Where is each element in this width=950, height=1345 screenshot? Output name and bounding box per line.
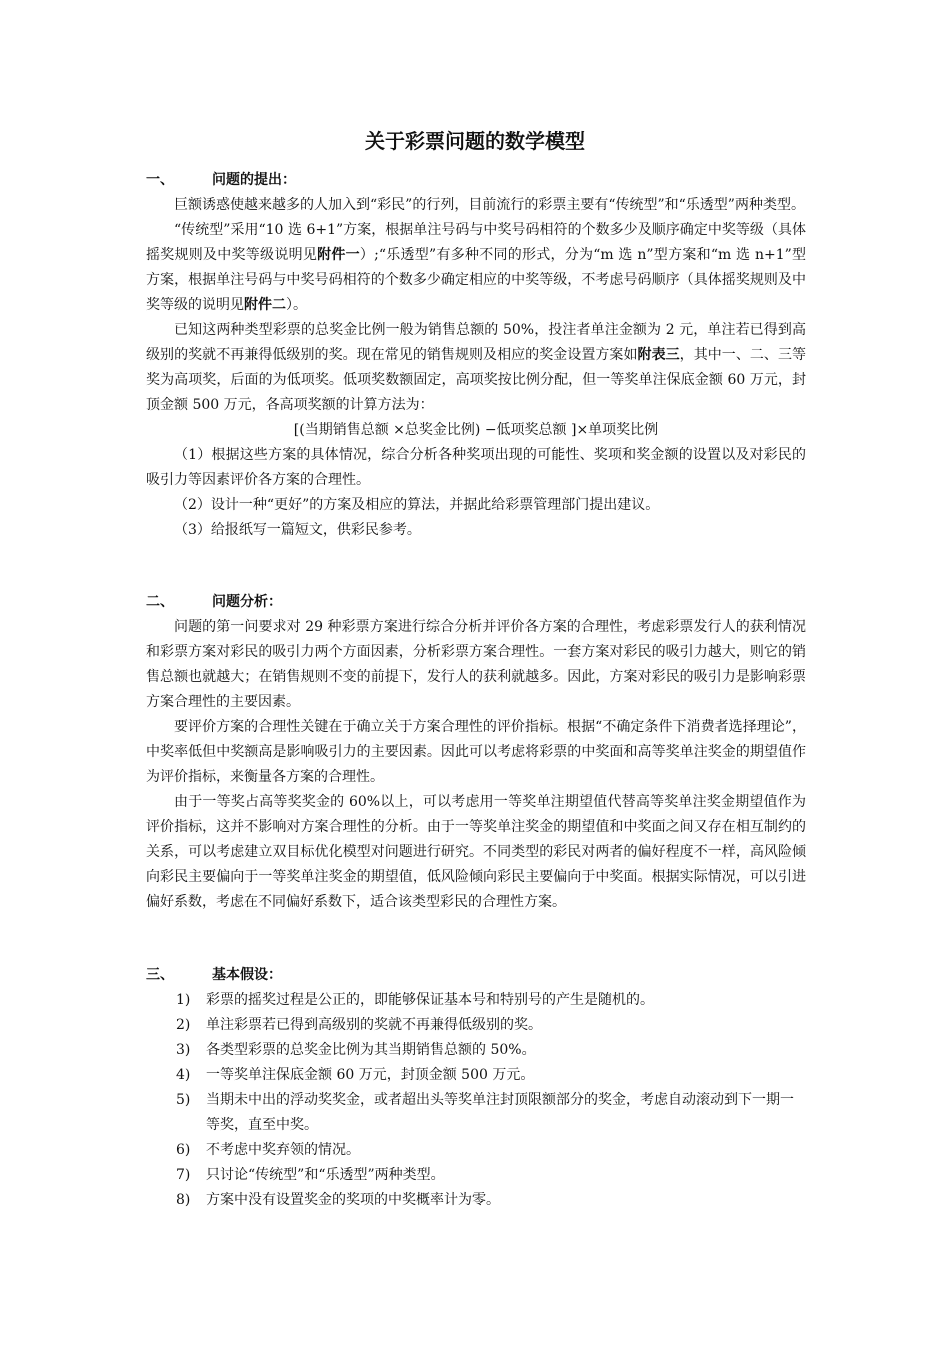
item-text: 不考虑中奖弃领的情况。 <box>206 1142 360 1158</box>
section-problem-analysis <box>146 590 806 915</box>
section-number: 一、 <box>146 172 174 188</box>
item-index: 5) <box>176 1092 191 1108</box>
item-text: 当期未中出的浮动奖奖金，或者超出头等奖单注封顶限额部分的奖金，考虑自动滚动到下一期一等奖，直至中奖。 <box>206 1092 794 1133</box>
list-item <box>146 1063 806 1088</box>
section-title: 基本假设： <box>212 967 282 983</box>
text-run: 已知这两种类型彩票的总奖金比例一般为销售总额的 50%，投注者单注金额为 2 元，单注若已得到高级别的奖就不再兼得低级别的奖。现在常见的销售规则及相应的奖金设置方案如 <box>146 322 806 363</box>
text-run: “传统型”采用“10 选 6+1”方案，根据单注号码与中奖号码相符的个数多少及顺序确定中奖等级（具体摇奖规则及中奖等级说明见 <box>146 222 806 263</box>
list-item <box>146 1013 806 1038</box>
question-3: （3）给报纸写一篇短文，供彩民参考。 <box>174 522 421 538</box>
paragraph: 问题的第一问要求对 29 种彩票方案进行综合分析并评价各方案的合理性，考虑彩票发行人的获利情况和彩票方案对彩民的吸引力两个方面因素，分析彩票方案合理性。一套方案对彩民的吸引力越大，则它的销售总额也就越大；在销售规则不变的前提下，发行人的获利就越多。因此，方案对彩民的吸引力是影响彩票方案合理性的主要因素。 <box>146 619 806 710</box>
paragraph: 要评价方案的合理性关键在于确立关于方案合理性的评价指标。根据“不确定条件下消费者选择理论”，中奖率低但中奖额高是影响吸引力的主要因素。因此可以考虑将彩票的中奖面和高等奖单注奖金的期望值作为评价指标，来衡量各方案的合理性。 <box>146 719 806 785</box>
question-2: （2）设计一种“更好”的方案及相应的算法，并据此给彩票管理部门提出建议。 <box>174 497 660 513</box>
item-text: 只讨论“传统型”和“乐透型”两种类型。 <box>206 1167 445 1183</box>
item-index: 6) <box>176 1142 191 1158</box>
item-index: 1) <box>176 992 191 1008</box>
list-item <box>146 988 806 1013</box>
section-title: 问题分析： <box>212 594 282 610</box>
section-heading <box>146 590 806 615</box>
list-item <box>146 1188 806 1213</box>
list-item <box>146 1088 806 1138</box>
item-index: 8) <box>176 1192 191 1208</box>
page-title: 关于彩票问题的数学模型 <box>365 129 585 153</box>
section-heading <box>146 963 806 988</box>
section-number: 二、 <box>146 594 174 610</box>
list-item <box>146 1038 806 1063</box>
text-run: ）。 <box>286 297 307 313</box>
text-run: ）;“乐透型”有多种不同的形式，分为“m 选 n”型方案和“m 选 n+1”型方案，根据单注号码与中奖号码相符的个数多少确定相应的中奖等级，不考虑号码顺序（具体摇奖规则及中奖等级的说明见 <box>146 247 807 313</box>
item-index: 3) <box>176 1042 191 1058</box>
item-index: 2) <box>176 1017 191 1033</box>
section-assumptions <box>146 963 806 1213</box>
paragraph: 巨额诱惑使越来越多的人加入到“彩民”的行列，目前流行的彩票主要有“传统型”和“乐透型”两种类型。 <box>174 197 805 213</box>
appendix-ref-1: 附件一 <box>317 247 360 263</box>
question-1: （1）根据这些方案的具体情况，综合分析各种奖项出现的可能性、奖项和奖金额的设置以及对彩民的吸引力等因素评价各方案的合理性。 <box>146 447 806 488</box>
section-number: 三、 <box>146 967 174 983</box>
item-text: 方案中没有设置奖金的奖项的中奖概率计为零。 <box>206 1192 500 1208</box>
paragraph <box>146 318 806 418</box>
item-text: 彩票的摇奖过程是公正的，即能够保证基本号和特别号的产生是随机的。 <box>206 992 654 1008</box>
appendix-ref-2: 附件二 <box>244 297 286 313</box>
section-title: 问题的提出： <box>212 172 296 188</box>
paragraph <box>146 218 806 318</box>
item-index: 4) <box>176 1067 191 1083</box>
list-item <box>146 1163 806 1188</box>
text-run: ，其中一、二、三等奖为高项奖，后面的为低项奖。低项奖数额固定，高项奖按比例分配，但一等奖单注保底金额 60 万元，封顶金额 500 万元，各高项奖额的计算方法为： <box>146 347 807 413</box>
section-heading <box>146 168 806 193</box>
formula: [(当期销售总额 ×总奖金比例) −低项奖总额 ]×单项奖比例 <box>293 422 659 438</box>
paragraph: 由于一等奖占高等奖奖金的 60%以上，可以考虑用一等奖单注期望值代替高等奖单注奖金期望值作为评价指标，这并不影响对方案合理性的分析。由于一等奖单注奖金的期望值和中奖面之间又存在相互制约的关系，可以考虑建立双目标优化模型对问题进行研究。不同类型的彩民对两者的偏好程度不一样，高风险倾向彩民主要偏向于一等奖单注奖金的期望值，低风险倾向彩民主要偏向于中奖面。根据实际情况，可以引进偏好系数，考虑在不同偏好系数下，适合该类型彩民的合理性方案。 <box>146 794 806 910</box>
list-item <box>146 1138 806 1163</box>
item-text: 各类型彩票的总奖金比例为其当期销售总额的 50%。 <box>206 1042 536 1058</box>
item-text: 单注彩票若已得到高级别的奖就不再兼得低级别的奖。 <box>206 1017 542 1033</box>
appendix-ref-3: 附表三 <box>637 347 680 363</box>
item-index: 7) <box>176 1167 191 1183</box>
assumption-list <box>146 988 806 1213</box>
section-problem-statement <box>146 168 806 543</box>
item-text: 一等奖单注保底金额 60 万元，封顶金额 500 万元。 <box>206 1067 535 1083</box>
